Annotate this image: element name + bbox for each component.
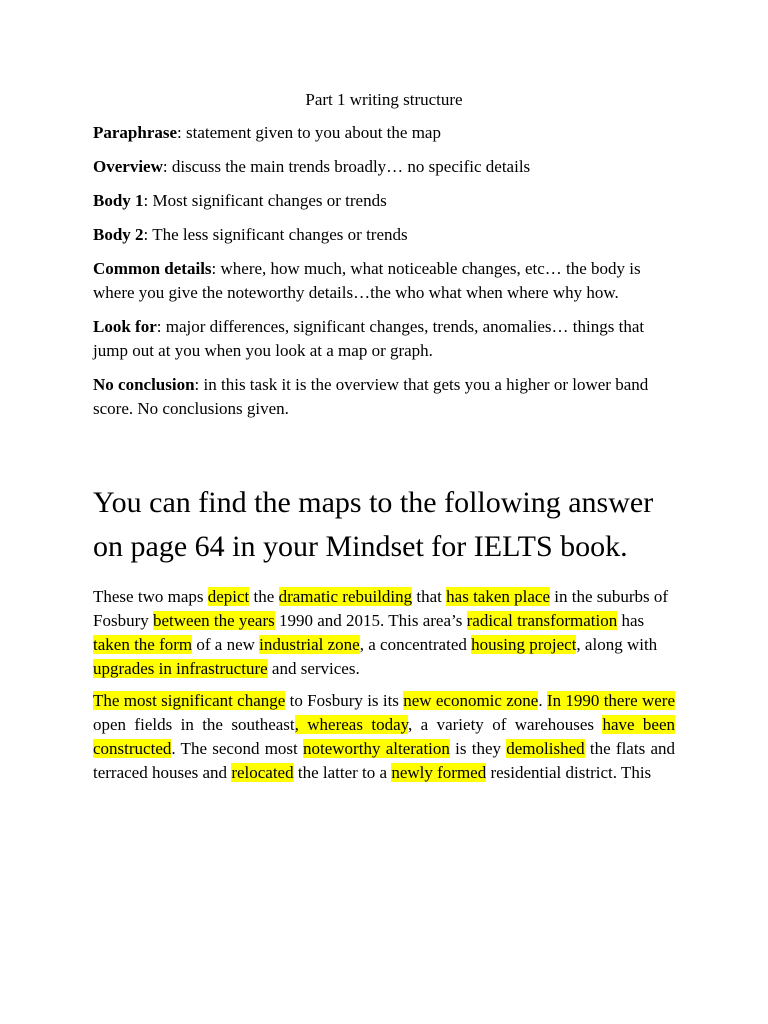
answer-paragraph-2 — [93, 689, 675, 785]
text-run: 1990 and 2015. This area’s — [274, 611, 467, 630]
highlighted-phrase: dramatic rebuilding — [278, 587, 413, 606]
text-run: has — [617, 611, 645, 630]
highlighted-phrase: upgrades in infrastructure — [93, 659, 268, 678]
structure-text: : discuss the main trends broadly… no specific details — [162, 157, 531, 176]
structure-term: Body 2 — [93, 225, 144, 244]
highlighted-phrase: have been constructed — [93, 715, 676, 758]
structure-item — [93, 257, 675, 305]
highlighted-phrase: taken the form — [93, 635, 193, 654]
text-run: residential district. This — [486, 763, 652, 782]
structure-term: Paraphrase — [93, 123, 178, 142]
text-run: and services. — [267, 659, 360, 678]
structure-text: : in this task it is the overview that gets you a higher or lower band score. No conclusions given. — [93, 375, 649, 418]
highlighted-phrase: In 1990 there were — [546, 691, 676, 710]
structure-item — [93, 189, 675, 213]
text-run: open fields in the southeast — [93, 715, 295, 734]
structure-term: Body 1 — [93, 191, 144, 210]
structure-item — [93, 223, 675, 247]
highlighted-phrase: demolished — [506, 739, 585, 758]
highlighted-phrase: , whereas today — [294, 715, 409, 734]
text-run: , a variety of warehouses — [408, 715, 603, 734]
reference-note: You can find the maps to the following answer on page 64 in your Mindset for IELTS book. — [93, 486, 654, 563]
text-run: . The second most — [171, 739, 304, 758]
structure-list — [93, 121, 675, 421]
highlighted-phrase: radical transformation — [466, 611, 618, 630]
document-page — [93, 88, 675, 793]
answer-paragraph-1 — [93, 585, 675, 681]
text-run: , along with — [576, 635, 658, 654]
structure-text: : major differences, significant changes, trends, anomalies… things that jump out at you when you look at a map or graph. — [93, 317, 645, 360]
structure-term: Common details — [93, 259, 212, 278]
highlighted-phrase: housing project — [471, 635, 577, 654]
highlighted-phrase: depict — [207, 587, 250, 606]
highlighted-phrase: The most significant change — [93, 691, 286, 710]
text-run: , a concentrated — [359, 635, 472, 654]
structure-text: : Most significant changes or trends — [143, 191, 387, 210]
structure-item — [93, 373, 675, 421]
structure-text: : statement given to you about the map — [177, 123, 441, 142]
text-run: to Fosbury is its — [285, 691, 404, 710]
highlighted-phrase: relocated — [231, 763, 294, 782]
text-run: the latter to a — [293, 763, 392, 782]
structure-item — [93, 121, 675, 145]
structure-term: Overview — [93, 157, 163, 176]
highlighted-phrase: newly formed — [391, 763, 487, 782]
text-run: of a new — [192, 635, 260, 654]
text-run: . — [538, 691, 547, 710]
structure-item — [93, 315, 675, 363]
structure-text: : The less significant changes or trends — [143, 225, 408, 244]
structure-term: Look for — [93, 317, 157, 336]
highlighted-phrase: new economic zone — [403, 691, 539, 710]
highlighted-phrase: between the years — [152, 611, 275, 630]
structure-item — [93, 155, 675, 179]
section-heading: Part 1 writing structure — [305, 90, 463, 109]
highlighted-phrase: noteworthy alteration — [303, 739, 450, 758]
structure-term: No conclusion — [93, 375, 195, 394]
highlighted-phrase: has taken place — [446, 587, 550, 606]
text-run: that — [412, 587, 447, 606]
text-run: the flats and terraced houses and — [93, 739, 675, 782]
text-run: These two maps — [93, 587, 208, 606]
structure-text: : where, how much, what noticeable changes, etc… the body is where you give the noteworthy details…the who what when where why how. — [93, 259, 641, 302]
highlighted-phrase: industrial zone — [259, 635, 360, 654]
text-run: is they — [449, 739, 507, 758]
text-run: the — [249, 587, 279, 606]
text-run: in the suburbs of Fosbury — [93, 587, 669, 630]
